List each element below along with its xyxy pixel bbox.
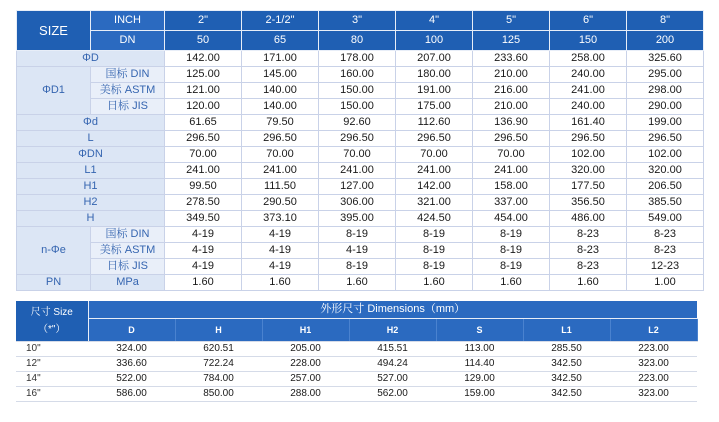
row-H2 [17, 195, 704, 211]
value-cell: 112.60 [396, 115, 473, 131]
value-cell: 522.00 [88, 372, 175, 387]
row-label-L1: L1 [17, 163, 165, 179]
value-cell: 223.00 [610, 342, 697, 357]
value-cell: 4-19 [165, 259, 242, 275]
value-cell: 620.51 [175, 342, 262, 357]
value-cell: 160.00 [319, 67, 396, 83]
value-cell: 296.50 [550, 131, 627, 147]
value-cell: 296.50 [627, 131, 704, 147]
inch-size-cell: 3" [319, 11, 396, 31]
size-corner-header [16, 301, 88, 342]
value-cell: 136.90 [473, 115, 550, 131]
value-cell: 342.50 [523, 357, 610, 372]
value-cell: 850.00 [175, 387, 262, 402]
value-cell: 158.00 [473, 179, 550, 195]
dn-size-cell: 150 [550, 31, 627, 51]
row-label-phid: Φd [17, 115, 165, 131]
size-corner-line2: （*"） [38, 324, 66, 335]
inch-size-cell: 6" [550, 11, 627, 31]
inch-header: INCH [91, 11, 165, 31]
inch-size-cell: 8" [627, 11, 704, 31]
dn-size-cell: 80 [319, 31, 396, 51]
value-cell: 129.00 [436, 372, 523, 387]
value-cell: 285.50 [523, 342, 610, 357]
column-header: D [88, 319, 175, 342]
value-cell: 385.50 [627, 195, 704, 211]
table-row [16, 357, 697, 372]
value-cell: 8-19 [396, 243, 473, 259]
value-cell: 8-19 [319, 259, 396, 275]
value-cell: 4-19 [242, 243, 319, 259]
value-cell: 8-19 [473, 243, 550, 259]
dimensions-table [16, 301, 698, 402]
value-cell: 79.50 [242, 115, 319, 131]
value-cell: 210.00 [473, 67, 550, 83]
value-cell: 121.00 [165, 83, 242, 99]
value-cell: 102.00 [627, 147, 704, 163]
table-row [16, 372, 697, 387]
value-cell: 288.00 [262, 387, 349, 402]
dims-column-row [16, 319, 697, 342]
value-cell: 424.50 [396, 211, 473, 227]
column-header: L1 [523, 319, 610, 342]
value-cell: 296.50 [165, 131, 242, 147]
value-cell: 70.00 [473, 147, 550, 163]
column-header: S [436, 319, 523, 342]
row-label-ne_jis: 日标 JIS [91, 259, 165, 275]
value-cell: 171.00 [242, 51, 319, 67]
value-cell: 127.00 [319, 179, 396, 195]
value-cell: 233.60 [473, 51, 550, 67]
row-H1 [17, 179, 704, 195]
value-cell: 290.50 [242, 195, 319, 211]
row-label-H: H [17, 211, 165, 227]
inch-size-cell: 2-1/2" [242, 11, 319, 31]
row-phiDN [17, 147, 704, 163]
value-cell: 12-23 [627, 259, 704, 275]
value-cell: 161.40 [550, 115, 627, 131]
value-cell: 278.50 [165, 195, 242, 211]
value-cell: 415.51 [349, 342, 436, 357]
value-cell: 178.00 [319, 51, 396, 67]
size-cell: 16" [16, 387, 88, 402]
dn-size-cell: 200 [627, 31, 704, 51]
value-cell: 140.00 [242, 83, 319, 99]
row-ne_din [17, 227, 704, 243]
value-cell: 240.00 [550, 99, 627, 115]
row-label-phiD: ΦD [17, 51, 165, 67]
value-cell: 306.00 [319, 195, 396, 211]
value-cell: 70.00 [242, 147, 319, 163]
value-cell: 102.00 [550, 147, 627, 163]
value-cell: 1.60 [242, 275, 319, 291]
row-label-mpa: MPa [91, 275, 165, 291]
value-cell: 241.00 [473, 163, 550, 179]
value-cell: 8-19 [473, 227, 550, 243]
value-cell: 296.50 [396, 131, 473, 147]
value-cell: 70.00 [165, 147, 242, 163]
value-cell: 216.00 [473, 83, 550, 99]
value-cell: 113.00 [436, 342, 523, 357]
value-cell: 337.00 [473, 195, 550, 211]
value-cell: 206.50 [627, 179, 704, 195]
value-cell: 125.00 [165, 67, 242, 83]
value-cell: 549.00 [627, 211, 704, 227]
column-header: L2 [610, 319, 697, 342]
row-label-H2: H2 [17, 195, 165, 211]
value-cell: 296.50 [473, 131, 550, 147]
value-cell: 494.24 [349, 357, 436, 372]
value-cell: 159.00 [436, 387, 523, 402]
value-cell: 296.50 [319, 131, 396, 147]
value-cell: 8-19 [396, 227, 473, 243]
value-cell: 205.00 [262, 342, 349, 357]
inch-size-cell: 4" [396, 11, 473, 31]
row-d1_jis [17, 99, 704, 115]
group-label-nphie: n-Φe [17, 227, 91, 275]
value-cell: 177.50 [550, 179, 627, 195]
value-cell: 92.60 [319, 115, 396, 131]
value-cell: 70.00 [319, 147, 396, 163]
value-cell: 140.00 [242, 99, 319, 115]
value-cell: 8-23 [627, 227, 704, 243]
value-cell: 295.00 [627, 67, 704, 83]
value-cell: 342.50 [523, 372, 610, 387]
column-header: H [175, 319, 262, 342]
row-PN [17, 275, 704, 291]
value-cell: 8-23 [550, 259, 627, 275]
value-cell: 1.60 [396, 275, 473, 291]
value-cell: 8-19 [396, 259, 473, 275]
value-cell: 1.60 [165, 275, 242, 291]
value-cell: 356.50 [550, 195, 627, 211]
value-cell: 323.00 [610, 387, 697, 402]
value-cell: 527.00 [349, 372, 436, 387]
value-cell: 486.00 [550, 211, 627, 227]
value-cell: 199.00 [627, 115, 704, 131]
row-ne_jis [17, 259, 704, 275]
value-cell: 61.65 [165, 115, 242, 131]
header-row-dn [17, 31, 704, 51]
dn-size-cell: 125 [473, 31, 550, 51]
value-cell: 111.50 [242, 179, 319, 195]
row-ne_astm [17, 243, 704, 259]
value-cell: 145.00 [242, 67, 319, 83]
value-cell: 241.00 [396, 163, 473, 179]
row-label-d1_astm: 美标 ASTM [91, 83, 165, 99]
value-cell: 175.00 [396, 99, 473, 115]
size-cell: 10" [16, 342, 88, 357]
dims-header-row [16, 301, 697, 319]
inch-size-cell: 2" [165, 11, 242, 31]
value-cell: 99.50 [165, 179, 242, 195]
value-cell: 1.60 [473, 275, 550, 291]
value-cell: 150.00 [319, 83, 396, 99]
value-cell: 296.50 [242, 131, 319, 147]
value-cell: 8-19 [473, 259, 550, 275]
dn-header: DN [91, 31, 165, 51]
value-cell: 8-23 [550, 227, 627, 243]
value-cell: 70.00 [396, 147, 473, 163]
value-cell: 454.00 [473, 211, 550, 227]
row-label-d1_din: 国标 DIN [91, 67, 165, 83]
value-cell: 4-19 [242, 227, 319, 243]
value-cell: 241.00 [242, 163, 319, 179]
value-cell: 8-23 [627, 243, 704, 259]
size-cell: 12" [16, 357, 88, 372]
value-cell: 241.00 [165, 163, 242, 179]
value-cell: 210.00 [473, 99, 550, 115]
row-label-d1_jis: 日标 JIS [91, 99, 165, 115]
value-cell: 4-19 [165, 243, 242, 259]
inch-size-cell: 5" [473, 11, 550, 31]
table-row [16, 387, 697, 402]
dn-size-cell: 50 [165, 31, 242, 51]
value-cell: 258.00 [550, 51, 627, 67]
value-cell: 4-19 [165, 227, 242, 243]
value-cell: 228.00 [262, 357, 349, 372]
value-cell: 323.00 [610, 357, 697, 372]
dn-size-cell: 100 [396, 31, 473, 51]
value-cell: 349.50 [165, 211, 242, 227]
row-d1_astm [17, 83, 704, 99]
row-label-L: L [17, 131, 165, 147]
value-cell: 180.00 [396, 67, 473, 83]
value-cell: 1.00 [627, 275, 704, 291]
row-L1 [17, 163, 704, 179]
value-cell: 8-19 [319, 227, 396, 243]
value-cell: 324.00 [88, 342, 175, 357]
value-cell: 191.00 [396, 83, 473, 99]
size-cell: 14" [16, 372, 88, 387]
value-cell: 4-19 [319, 243, 396, 259]
value-cell: 586.00 [88, 387, 175, 402]
value-cell: 120.00 [165, 99, 242, 115]
table-row [16, 342, 697, 357]
row-label-H1: H1 [17, 179, 165, 195]
value-cell: 240.00 [550, 67, 627, 83]
row-H [17, 211, 704, 227]
row-label-ne_astm: 美标 ASTM [91, 243, 165, 259]
row-label-ne_din: 国标 DIN [91, 227, 165, 243]
value-cell: 395.00 [319, 211, 396, 227]
value-cell: 320.00 [627, 163, 704, 179]
value-cell: 325.60 [627, 51, 704, 67]
value-cell: 321.00 [396, 195, 473, 211]
value-cell: 562.00 [349, 387, 436, 402]
value-cell: 241.00 [550, 83, 627, 99]
header-row-inch [17, 11, 704, 31]
value-cell: 4-19 [242, 259, 319, 275]
value-cell: 298.00 [627, 83, 704, 99]
size-corner-line1: 尺寸 Size [30, 307, 73, 318]
column-header: H1 [262, 319, 349, 342]
value-cell: 8-23 [550, 243, 627, 259]
value-cell: 223.00 [610, 372, 697, 387]
value-cell: 784.00 [175, 372, 262, 387]
size-header: SIZE [17, 11, 91, 51]
row-phiD [17, 51, 704, 67]
valve-size-table [16, 10, 704, 291]
value-cell: 114.40 [436, 357, 523, 372]
value-cell: 207.00 [396, 51, 473, 67]
row-phid [17, 115, 704, 131]
value-cell: 342.50 [523, 387, 610, 402]
value-cell: 241.00 [319, 163, 396, 179]
value-cell: 320.00 [550, 163, 627, 179]
value-cell: 142.00 [165, 51, 242, 67]
value-cell: 142.00 [396, 179, 473, 195]
value-cell: 336.60 [88, 357, 175, 372]
value-cell: 1.60 [550, 275, 627, 291]
row-d1_din [17, 67, 704, 83]
column-header: H2 [349, 319, 436, 342]
dn-size-cell: 65 [242, 31, 319, 51]
value-cell: 373.10 [242, 211, 319, 227]
dimensions-title: 外形尺寸 Dimensions（mm） [88, 301, 697, 319]
value-cell: 257.00 [262, 372, 349, 387]
value-cell: 722.24 [175, 357, 262, 372]
value-cell: 1.60 [319, 275, 396, 291]
value-cell: 150.00 [319, 99, 396, 115]
value-cell: 290.00 [627, 99, 704, 115]
group-label-phiD1: ΦD1 [17, 67, 91, 115]
row-L [17, 131, 704, 147]
row-label-pn: PN [17, 275, 91, 291]
row-label-phiDN: ΦDN [17, 147, 165, 163]
